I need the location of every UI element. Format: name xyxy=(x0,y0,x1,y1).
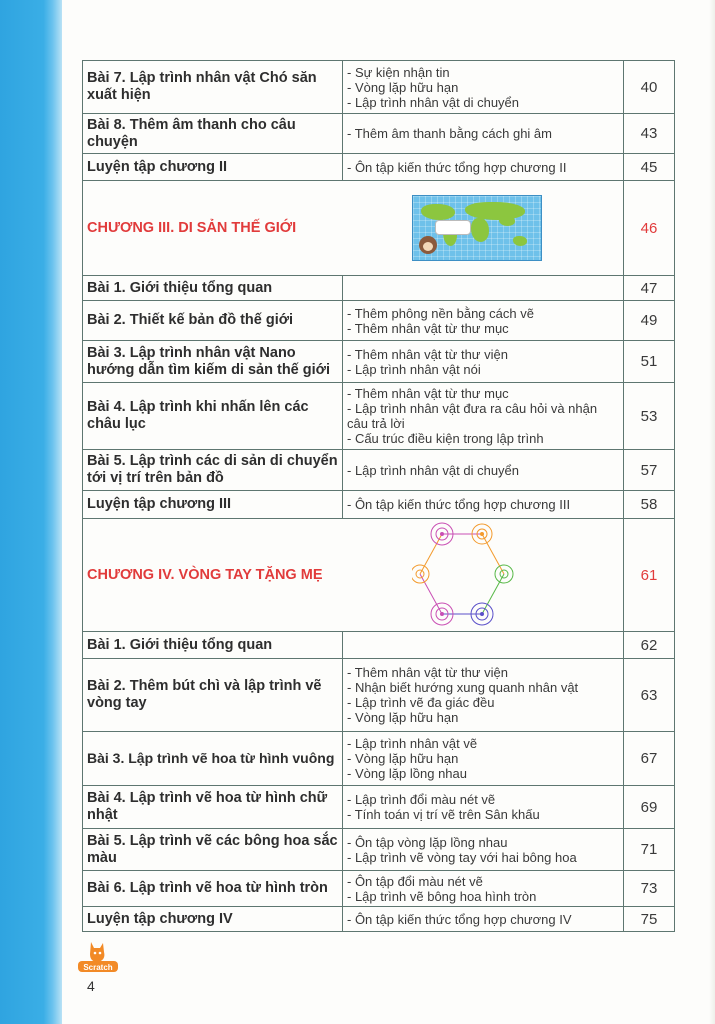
lesson-content xyxy=(343,732,624,786)
page-ref: 43 xyxy=(624,114,675,154)
content-item: - Sự kiện nhận tin xyxy=(347,64,450,80)
page-number: 4 xyxy=(87,978,95,994)
lesson-title: Bài 3. Lập trình nhân vật Nano hướng dẫn tìm kiếm di sản thế giới xyxy=(83,341,343,383)
toc-row xyxy=(83,341,675,383)
toc-row xyxy=(83,786,675,829)
page-ref: 49 xyxy=(624,301,675,341)
page-ref: 58 xyxy=(624,491,675,519)
content-item: - Vòng lặp hữu hạn xyxy=(347,710,459,725)
lesson-title: Bài 6. Lập trình vẽ hoa từ hình tròn xyxy=(83,871,343,907)
content-item: - Lập trình nhân vật di chuyển xyxy=(347,94,520,110)
toc-row xyxy=(83,61,675,114)
lesson-title: Luyện tập chương IV xyxy=(83,907,343,932)
lesson-title: Bài 5. Lập trình vẽ các bông hoa sắc màu xyxy=(83,829,343,871)
lesson-title: Bài 4. Lập trình khi nhấn lên các châu lục xyxy=(83,383,343,450)
page-ref: 71 xyxy=(624,829,675,871)
chapter-title: CHƯƠNG III. DI SẢN THẾ GIỚI xyxy=(87,220,297,236)
content-item: - Thêm nhân vật từ thư viện xyxy=(347,665,508,680)
content-item: - Nhận biết hướng xung quanh nhân vật xyxy=(347,680,579,695)
toc-row xyxy=(83,114,675,154)
lesson-title: Bài 2. Thêm bút chì và lập trình vẽ vòng tay xyxy=(83,659,343,732)
toc-row xyxy=(83,632,675,659)
page-ref: 61 xyxy=(624,519,675,632)
content-item: - Ôn tập kiến thức tổng hợp chương III xyxy=(347,497,571,512)
content-item: - Thêm nhân vật từ thư mục xyxy=(347,386,509,401)
lesson-content xyxy=(343,829,624,871)
lesson-content xyxy=(343,114,624,154)
page-ref: 62 xyxy=(624,632,675,659)
toc-row xyxy=(83,491,675,519)
page-ref: 46 xyxy=(624,181,675,276)
chapter-cell xyxy=(83,181,624,276)
lesson-title: Luyện tập chương III xyxy=(83,491,343,519)
monkey-character-icon xyxy=(419,236,437,254)
content-item: - Tính toán vị trí vẽ trên Sân khấu xyxy=(347,807,540,822)
toc-row xyxy=(83,907,675,932)
lesson-content xyxy=(343,301,624,341)
lesson-content xyxy=(343,907,624,932)
content-item: - Vòng lặp lồng nhau xyxy=(347,766,467,781)
lesson-content xyxy=(343,61,624,114)
svg-text:Scratch: Scratch xyxy=(83,963,113,972)
lesson-content xyxy=(343,491,624,519)
lesson-title: Bài 8. Thêm âm thanh cho câu chuyện xyxy=(83,114,343,154)
lesson-title: Bài 1. Giới thiệu tổng quan xyxy=(83,632,343,659)
content-item: - Ôn tập kiến thức tổng hợp chương II xyxy=(347,159,567,175)
lesson-content xyxy=(343,786,624,829)
toc-row xyxy=(83,659,675,732)
content-item: - Lập trình nhân vật nói xyxy=(347,361,481,377)
page-ref: 67 xyxy=(624,732,675,786)
content-item: - Ôn tập đổi màu nét vẽ xyxy=(347,873,483,889)
page-ref: 73 xyxy=(624,871,675,907)
content-item: - Lập trình vẽ vòng tay với hai bông hoa xyxy=(347,849,577,865)
lesson-title: Bài 4. Lập trình vẽ hoa từ hình chữ nhật xyxy=(83,786,343,829)
content-item: - Lập trình nhân vật di chuyển xyxy=(347,462,520,478)
content-item: - Thêm nhân vật từ thư viện xyxy=(347,346,508,362)
content-item: - Lập trình vẽ bông hoa hình tròn xyxy=(347,888,537,904)
content-item: - Lập trình nhân vật đưa ra câu hỏi và nhận câu trả lời xyxy=(347,401,598,431)
lesson-title: Luyện tập chương II xyxy=(83,154,343,181)
lesson-content xyxy=(343,659,624,732)
content-item: - Ôn tập kiến thức tổng hợp chương IV xyxy=(347,911,572,927)
lesson-content xyxy=(343,450,624,491)
content-item: - Vòng lặp hữu hạn xyxy=(347,79,459,95)
content-item: - Vòng lặp hữu hạn xyxy=(347,751,459,766)
toc-row xyxy=(83,829,675,871)
toc-row xyxy=(83,450,675,491)
page-ref: 63 xyxy=(624,659,675,732)
content-item: - Thêm âm thanh bằng cách ghi âm xyxy=(347,126,552,141)
chapter-row xyxy=(83,181,675,276)
world-map-illustration xyxy=(412,195,542,261)
lesson-content xyxy=(343,383,624,450)
chapter-title: CHƯƠNG IV. VÒNG TAY TẶNG MẸ xyxy=(87,567,323,583)
content-item: - Lập trình đổi màu nét vẽ xyxy=(347,792,496,807)
content-item: - Ôn tập vòng lặp lồng nhau xyxy=(347,834,508,850)
lesson-title: Bài 3. Lập trình vẽ hoa từ hình vuông xyxy=(83,732,343,786)
page-edge-shadow xyxy=(709,0,715,1024)
page-ref: 40 xyxy=(624,61,675,114)
book-spine-band xyxy=(0,0,62,1024)
lesson-title: Bài 2. Thiết kế bản đồ thế giới xyxy=(83,301,343,341)
page-ref: 51 xyxy=(624,341,675,383)
page-ref: 75 xyxy=(624,907,675,932)
table-of-contents xyxy=(82,60,675,932)
toc-row xyxy=(83,301,675,341)
lesson-content xyxy=(343,632,624,659)
lesson-title: Bài 1. Giới thiệu tổng quan xyxy=(83,276,343,301)
flower-bracelet-icon xyxy=(412,520,522,630)
content-item: - Thêm phông nền bằng cách vẽ xyxy=(347,305,534,321)
chapter-cell xyxy=(83,519,624,632)
toc-row xyxy=(83,276,675,301)
page-ref: 57 xyxy=(624,450,675,491)
toc-row xyxy=(83,383,675,450)
lesson-title: Bài 7. Lập trình nhân vật Chó săn xuất hiện xyxy=(83,61,343,114)
lesson-content xyxy=(343,154,624,181)
lesson-content xyxy=(343,276,624,301)
content-item: - Lập trình nhân vật vẽ xyxy=(347,736,478,751)
toc-row xyxy=(83,154,675,181)
page-ref: 69 xyxy=(624,786,675,829)
content-item: - Lập trình vẽ đa giác đều xyxy=(347,695,495,710)
content-item: - Cấu trúc điều kiện trong lập trình xyxy=(347,431,544,446)
toc-row xyxy=(83,871,675,907)
content-item: - Thêm nhân vật từ thư mục xyxy=(347,320,509,336)
toc-row xyxy=(83,732,675,786)
speech-bubble xyxy=(435,220,471,235)
scratch-logo-icon xyxy=(76,940,120,974)
chapter-row xyxy=(83,519,675,632)
page-ref: 47 xyxy=(624,276,675,301)
page-ref: 45 xyxy=(624,154,675,181)
lesson-content xyxy=(343,341,624,383)
lesson-content xyxy=(343,871,624,907)
lesson-title: Bài 5. Lập trình các di sản di chuyển tới vị trí trên bản đồ xyxy=(83,450,343,491)
page-ref: 53 xyxy=(624,383,675,450)
